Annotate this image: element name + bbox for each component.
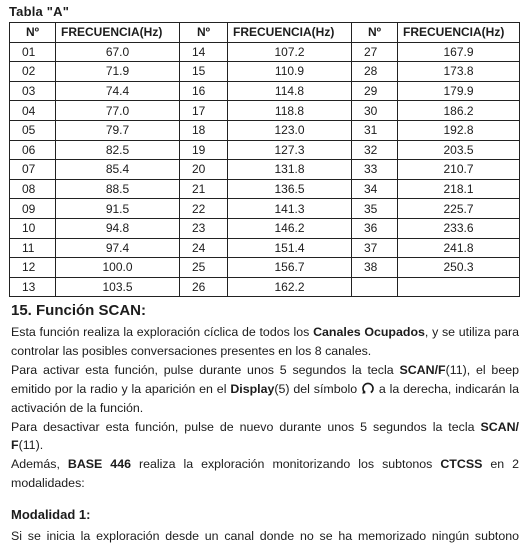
table-row [10,218,520,238]
channel-number-cell: 15 [180,62,228,82]
channel-number-cell: 01 [10,42,56,62]
circular-arrow-icon [361,381,375,395]
frequency-cell: 162.2 [228,277,352,297]
frequency-cell: 241.8 [398,238,520,258]
paragraph-description: Esta función realiza la exploración cíclica de todos los Canales Ocupados, y se utiliza para controlar las posibles conversaciones presentes en los 8 canales. [11,325,519,358]
frequency-cell: 131.8 [228,160,352,180]
frequency-cell: 97.4 [56,238,180,258]
table-row [10,199,520,219]
frequency-cell: 146.2 [228,218,352,238]
paragraph-mode-1: Si se inicia la exploración desde un canal donde no se ha memorizado ningún subtono [11,529,519,544]
frequency-cell: 186.2 [398,101,520,121]
channel-number-cell: 33 [352,160,398,180]
column-header-number: Nº [180,23,228,43]
column-header-frequency: FRECUENCIA(Hz) [228,23,352,43]
frequency-cell: 173.8 [398,62,520,82]
channel-number-cell: 35 [352,199,398,219]
table-row [10,42,520,62]
frequency-cell: 167.9 [398,42,520,62]
frequency-cell: 77.0 [56,101,180,121]
frequency-cell: 203.5 [398,140,520,160]
frequency-cell: 151.4 [228,238,352,258]
frequency-cell: 210.7 [398,160,520,180]
frequency-cell: 85.4 [56,160,180,180]
table-row [10,140,520,160]
frequency-cell: 107.2 [228,42,352,62]
channel-number-cell: 07 [10,160,56,180]
frequency-cell: 103.5 [56,277,180,297]
frequency-cell: 156.7 [228,258,352,278]
channel-number-cell: 25 [180,258,228,278]
column-header-number: Nº [10,23,56,43]
channel-number-cell: 18 [180,120,228,140]
channel-number-cell: 38 [352,258,398,278]
frequency-cell: 123.0 [228,120,352,140]
table-row [10,179,520,199]
table-header-row [10,23,520,43]
column-header-frequency: FRECUENCIA(Hz) [398,23,520,43]
channel-number-cell: 23 [180,218,228,238]
channel-number-cell: 21 [180,179,228,199]
frequency-cell: 74.4 [56,81,180,101]
frequency-cell: 127.3 [228,140,352,160]
channel-number-cell: 36 [352,218,398,238]
channel-number-cell: 24 [180,238,228,258]
channel-number-cell: 31 [352,120,398,140]
channel-number-cell: 20 [180,160,228,180]
section-heading: 15. Función SCAN: [11,302,147,319]
channel-number-cell: 34 [352,179,398,199]
frequency-cell: 179.9 [398,81,520,101]
channel-number-cell: 22 [180,199,228,219]
frequency-cell: 192.8 [398,120,520,140]
channel-number-cell: 04 [10,101,56,121]
table-row [10,62,520,82]
channel-number-cell: 02 [10,62,56,82]
mode-subheading: Modalidad 1: [11,507,91,523]
channel-number-cell: 16 [180,81,228,101]
table-row [10,120,520,140]
channel-number-cell: 03 [10,81,56,101]
channel-number-cell: 32 [352,140,398,160]
channel-number-cell: 27 [352,42,398,62]
frequency-cell: 100.0 [56,258,180,278]
frequency-cell: 250.3 [398,258,520,278]
frequency-cell: 82.5 [56,140,180,160]
frequency-cell: 136.5 [228,179,352,199]
frequency-cell: 141.3 [228,199,352,219]
channel-number-cell: 06 [10,140,56,160]
table-title: Tabla "A" [9,4,70,19]
channel-number-cell: 10 [10,218,56,238]
frequency-cell: 225.7 [398,199,520,219]
scan-function-section [11,301,519,546]
table-row [10,160,520,180]
ctcss-frequency-table [9,22,520,297]
table-row [10,277,520,297]
column-header-frequency: FRECUENCIA(Hz) [56,23,180,43]
table-row [10,81,520,101]
channel-number-cell: 26 [180,277,228,297]
paragraph-ctcss: Además, BASE 446 realiza la exploración monitorizando los subtonos CTCSS en 2 modalidades: [11,457,520,491]
channel-number-cell: 11 [10,238,56,258]
channel-number-cell: 29 [352,81,398,101]
frequency-cell: 71.9 [56,62,180,82]
table-row [10,101,520,121]
channel-number-cell: 28 [352,62,398,82]
frequency-cell: 233.6 [398,218,520,238]
channel-number-cell: 14 [180,42,228,62]
channel-number-cell: 12 [10,258,56,278]
channel-number-cell: 08 [10,179,56,199]
frequency-cell: 91.5 [56,199,180,219]
frequency-cell [398,277,520,297]
channel-number-cell: 30 [352,101,398,121]
paragraph-deactivate: Para desactivar esta función, pulse de nuevo durante unos 5 segundos la tecla SCAN/ F(11). [11,419,519,453]
paragraph-activate: Para activar esta función, pulse durante unos 5 segundos la tecla SCAN/F(11), el beep emitido por la radio y la aparición en el Display(5) del símbolo a la derecha, indicarán la activación de la función. [11,362,519,415]
channel-number-cell: 09 [10,199,56,219]
frequency-cell: 79.7 [56,120,180,140]
table-row [10,238,520,258]
channel-number-cell: 13 [10,277,56,297]
channel-number-cell: 19 [180,140,228,160]
frequency-cell: 110.9 [228,62,352,82]
frequency-cell: 118.8 [228,101,352,121]
frequency-cell: 88.5 [56,179,180,199]
frequency-cell: 114.8 [228,81,352,101]
channel-number-cell: 05 [10,120,56,140]
channel-number-cell: 37 [352,238,398,258]
frequency-cell: 94.8 [56,218,180,238]
frequency-cell: 218.1 [398,179,520,199]
frequency-cell: 67.0 [56,42,180,62]
column-header-number: Nº [352,23,398,43]
table-row [10,258,520,278]
channel-number-cell [352,277,398,297]
channel-number-cell: 17 [180,101,228,121]
